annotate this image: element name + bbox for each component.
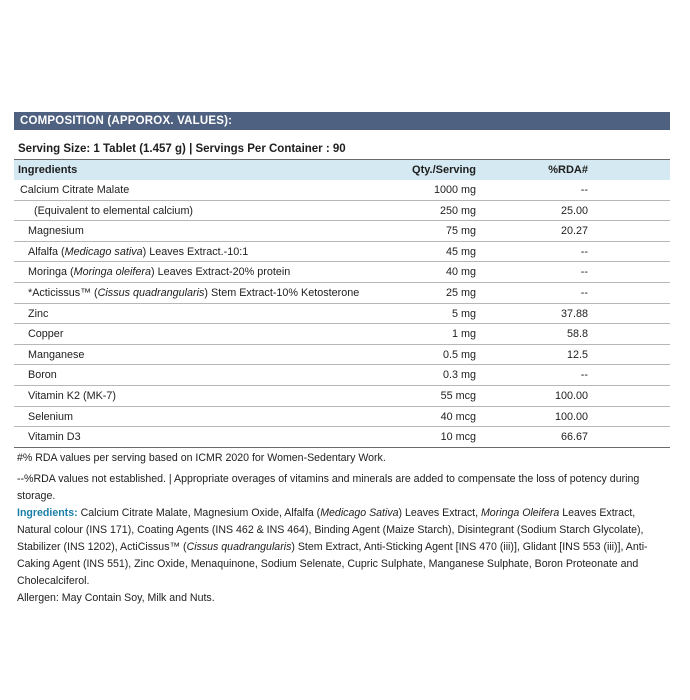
table-row bbox=[14, 304, 670, 325]
ingredient-name: Calcium Citrate Malate bbox=[20, 184, 130, 196]
composition-title: COMPOSITION (APPOROX. VALUES): bbox=[14, 112, 670, 130]
ingredient-name: *Acticissus™ (Cissus quadrangularis) Stem Extract-10% Ketosterone bbox=[28, 286, 360, 299]
ingredient-name: Vitamin K2 (MK-7) bbox=[28, 389, 116, 402]
rda-note: #% RDA values per serving based on ICMR 2020 for Women-Sedentary Work. bbox=[17, 451, 386, 464]
table-row bbox=[14, 262, 670, 283]
table-row bbox=[14, 221, 670, 242]
table-row bbox=[14, 345, 670, 366]
ingredient-rda: 37.88 bbox=[560, 307, 588, 320]
ingredient-qty: 1000 mg bbox=[433, 184, 476, 196]
ingredient-qty: 40 mcg bbox=[440, 410, 476, 423]
table-header bbox=[14, 160, 670, 180]
ingredient-rda: 100.00 bbox=[554, 410, 588, 423]
ingredient-qty: 1 mg bbox=[451, 328, 476, 341]
ingredient-rda: 12.5 bbox=[566, 348, 588, 361]
ingredient-qty: 10 mcg bbox=[440, 431, 476, 444]
composition-panel bbox=[14, 112, 670, 607]
ingredient-rda: 58.8 bbox=[566, 328, 588, 341]
ingredient-rda: 25.00 bbox=[560, 204, 588, 217]
table-row bbox=[14, 242, 670, 263]
ingredient-qty: 5 mg bbox=[451, 307, 476, 320]
header-rda: %RDA# bbox=[548, 164, 588, 176]
ingredient-rda: -- bbox=[580, 266, 588, 279]
header-ingredients: Ingredients bbox=[18, 164, 78, 176]
ingredient-qty: 25 mg bbox=[445, 286, 476, 299]
table-row bbox=[14, 427, 670, 448]
ingredient-qty: 0.5 mg bbox=[442, 348, 476, 361]
ingredient-qty: 0.3 mg bbox=[442, 369, 476, 382]
ingredient-name: Zinc bbox=[28, 307, 49, 320]
ingredient-rda: -- bbox=[580, 369, 588, 382]
table-row bbox=[14, 180, 670, 201]
ingredients-text: Ingredients: Calcium Citrate Malate, Magnesium Oxide, Alfalfa (Medicago Sativa) Leaves Extract, Moringa Oleifera Leaves Extract, Natural colour (INS 171), Coating Agents (INS 462 & INS 464), Binding Agent (Maize Starch), Disintegrant (Sodium Starch Glycolate), Stabilizer (INS 1202), ActiCissus™ (Cissus quadrangularis) Stem Extract, Anti-Sticking Agent [INS 470 (iii)], Glidant [INS 553 (iii)], Anti-Caking Agent (INS 551), Zinc Oxide, Menaquinone, Sodium Selenate, Cupric Sulphate, Manganese Sulphate, Boron Proteonate and Cholecalciferol. bbox=[17, 506, 648, 587]
ingredient-name: Boron bbox=[28, 369, 57, 382]
table-row bbox=[14, 365, 670, 386]
ingredient-qty: 55 mcg bbox=[440, 389, 476, 402]
table-row bbox=[14, 407, 670, 428]
ingredient-qty: 40 mg bbox=[445, 266, 476, 279]
overage-note: --%RDA values not established. | Appropriate overages of vitamins and minerals are added to compensate the loss of potency during storage. bbox=[17, 472, 640, 502]
ingredient-name: Copper bbox=[28, 328, 64, 341]
ingredient-name: Vitamin D3 bbox=[28, 431, 81, 444]
notes bbox=[14, 450, 670, 607]
ingredient-rda: -- bbox=[580, 184, 588, 196]
ingredient-name: Magnesium bbox=[28, 225, 84, 238]
ingredient-rda: 20.27 bbox=[560, 225, 588, 238]
table-row bbox=[14, 324, 670, 345]
ingredient-qty: 250 mg bbox=[439, 204, 476, 217]
ingredient-qty: 75 mg bbox=[445, 225, 476, 238]
ingredient-qty: 45 mg bbox=[445, 245, 476, 258]
ingredient-name: (Equivalent to elemental calcium) bbox=[34, 204, 194, 217]
table-body bbox=[14, 180, 670, 448]
ingredients-label: Ingredients: bbox=[17, 506, 78, 519]
allergen-note: Allergen: May Contain Soy, Milk and Nuts. bbox=[17, 591, 215, 604]
serving-info: Serving Size: 1 Tablet (1.457 g) | Servings Per Container : 90 bbox=[18, 143, 346, 155]
ingredient-name: Moringa (Moringa oleifera) Leaves Extract-20% protein bbox=[28, 266, 291, 279]
ingredient-rda: 100.00 bbox=[554, 389, 588, 402]
header-qty: Qty./Serving bbox=[412, 164, 476, 176]
ingredient-rda: -- bbox=[580, 245, 588, 258]
ingredient-name: Alfalfa (Medicago sativa) Leaves Extract.-10:1 bbox=[28, 245, 249, 258]
ingredient-rda: -- bbox=[580, 286, 588, 299]
table-row bbox=[14, 386, 670, 407]
table-row bbox=[14, 283, 670, 304]
ingredient-rda: 66.67 bbox=[560, 431, 588, 444]
ingredient-name: Manganese bbox=[28, 348, 85, 361]
ingredient-name: Selenium bbox=[28, 410, 74, 423]
table-row bbox=[14, 201, 670, 222]
